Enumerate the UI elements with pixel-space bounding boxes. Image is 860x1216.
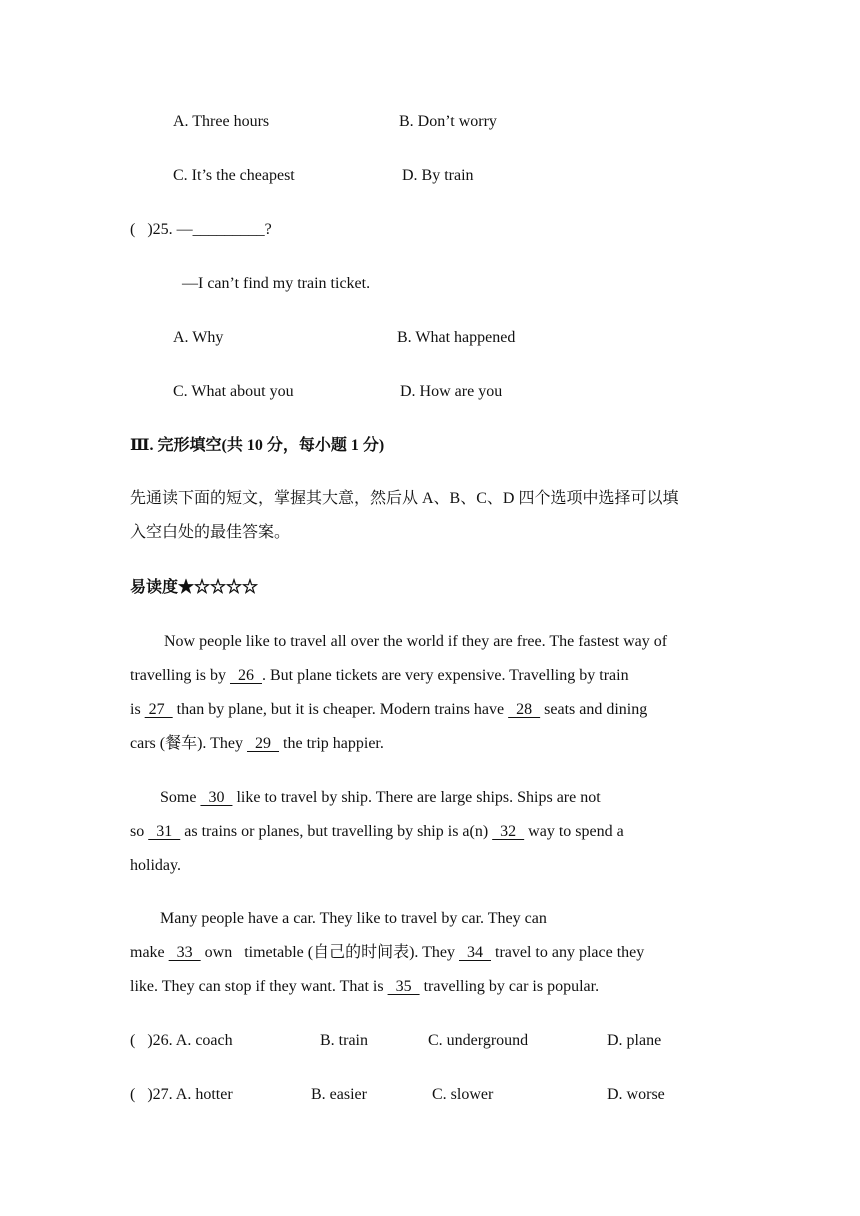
text: own timetable (自己的时间表). They <box>200 944 459 961</box>
blank-35: 35 <box>387 978 420 995</box>
q25-option-b: B. What happened <box>397 329 516 346</box>
q27-option-a: ( )27. A. hotter <box>130 1086 233 1103</box>
blank-31: 31 <box>148 823 181 840</box>
q25-stem: ( )25. —_________? <box>130 221 272 238</box>
text: the trip happier. <box>279 735 384 752</box>
q27-option-c: C. slower <box>432 1086 494 1103</box>
text: . But plane tickets are very expensive. Travelling by train <box>261 667 629 684</box>
blank-34: 34 <box>459 944 491 961</box>
q25-option-d: D. How are you <box>400 383 503 400</box>
q25-option-a: A. Why <box>173 329 224 346</box>
text: is <box>130 701 145 718</box>
q26-option-a: ( )26. A. coach <box>130 1032 233 1049</box>
passage-p2-line-2 <box>130 822 624 842</box>
section-heading: Ⅲ. 完形填空(共 10 分，每小题 1 分) <box>130 437 385 454</box>
passage-p3-line-1: Many people have a car. They like to travel by car. They can <box>160 910 547 927</box>
blank-26: 26 <box>229 667 262 684</box>
blank-32: 32 <box>492 823 525 840</box>
text: as trains or planes, but travelling by ship is a(n) <box>180 823 493 840</box>
passage-p1-line-3 <box>130 700 647 720</box>
q25-reply: —I can’t find my train ticket. <box>182 275 371 292</box>
q25-option-c: C. What about you <box>173 383 294 400</box>
text: Some <box>160 789 201 806</box>
blank-28: 28 <box>508 701 541 718</box>
text: travel to any place they <box>491 944 645 961</box>
text: way to spend a <box>524 823 624 840</box>
instructions-line-2: 入空白处的最佳答案。 <box>130 524 291 541</box>
blank-33: 33 <box>168 944 201 961</box>
q26-option-c: C. underground <box>428 1032 529 1049</box>
passage-p3-line-3 <box>130 977 599 997</box>
passage-p2-line-1 <box>160 788 601 808</box>
passage-p1-line-4 <box>130 734 384 754</box>
difficulty-rating: 易读度★☆☆☆☆ <box>130 579 259 596</box>
q24-option-b: B. Don’t worry <box>399 113 497 130</box>
text: than by plane, but it is cheaper. Modern trains have <box>172 701 509 718</box>
passage-p2-line-3: holiday. <box>130 857 181 874</box>
q27-option-d: D. worse <box>607 1086 665 1103</box>
q24-option-a: A. Three hours <box>173 113 270 130</box>
text: travelling is by <box>130 667 230 684</box>
text: seats and dining <box>540 701 648 718</box>
passage-p1-line-1: Now people like to travel all over the world if they are free. The fastest way of <box>164 633 668 650</box>
q27-option-b: B. easier <box>311 1086 367 1103</box>
passage-p3-line-2 <box>130 943 644 963</box>
text: like. They can stop if they want. That is <box>130 978 388 995</box>
text: like to travel by ship. There are large ships. Ships are not <box>232 789 601 806</box>
blank-29: 29 <box>247 735 280 752</box>
q26-option-d: D. plane <box>607 1032 662 1049</box>
blank-30: 30 <box>200 789 233 806</box>
text: cars (餐车). They <box>130 735 248 752</box>
text: so <box>130 823 149 840</box>
q24-option-d: D. By train <box>402 167 474 184</box>
text: travelling by car is popular. <box>419 978 600 995</box>
passage-p1-line-2 <box>130 666 629 686</box>
q24-option-c: C. It’s the cheapest <box>173 167 295 184</box>
q26-option-b: B. train <box>320 1032 368 1049</box>
instructions-line-1: 先通读下面的短文，掌握其大意，然后从 A、B、C、D 四个选项中选择可以填 <box>130 490 679 507</box>
text: make <box>130 944 169 961</box>
blank-27: 27 <box>144 701 173 718</box>
